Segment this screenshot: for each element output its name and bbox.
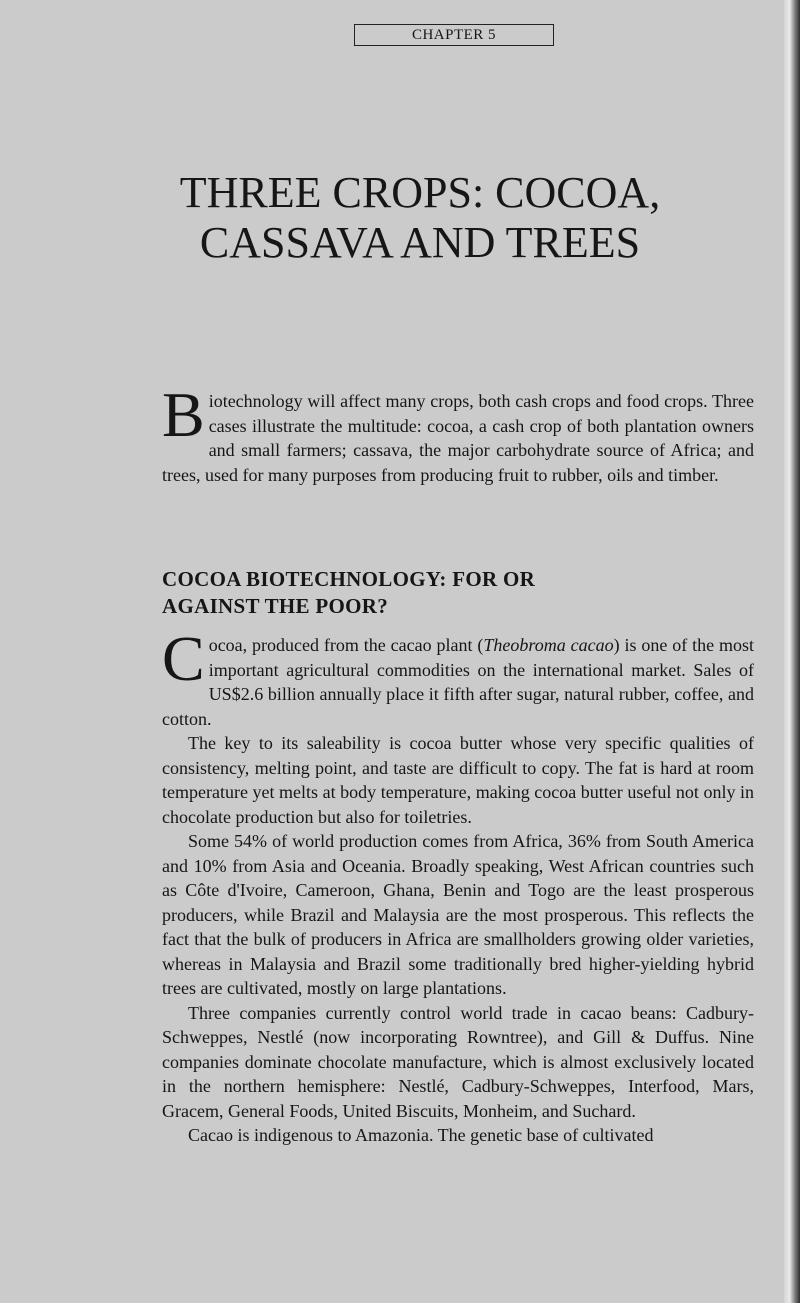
section-heading — [162, 566, 722, 620]
chapter-title-line-2: CASSAVA AND TREES — [199, 218, 641, 267]
paragraph-5: Cacao is indigenous to Amazonia. The genetic base of cultivated — [188, 1125, 654, 1145]
species-name: Theobroma cacao — [483, 635, 614, 655]
paragraph-3: Some 54% of world production comes from Africa, 36% from South America and 10% from Asia and Oceania. Broadly speaking, West African countries such as Côte d'Ivoire, Cameroon, Ghana, Benin and Togo are the least prosperous producers, while Brazil and Malaysia are the most prosperous. This reflects the fact that the bulk of producers in Africa are smallholders growing older varieties, whereas in Malaysia and Brazil some traditionally bred higher-yielding hybrid trees are cultivated, mostly on large plantations. — [162, 831, 754, 998]
chapter-title-line-1: THREE CROPS: COCOA, — [179, 168, 661, 217]
section-dropcap: C — [162, 623, 205, 694]
chapter-label: CHAPTER 5 — [354, 24, 554, 46]
paragraph-1-before: ocoa, produced from the cacao plant ( — [208, 635, 484, 655]
paragraph-1 — [162, 623, 754, 731]
book-spine-shadow — [784, 0, 800, 1303]
paragraph-4: Three companies currently control world trade in cacao beans: Cadbury-Schweppes, Nestlé (now incorporating Rowntree), and Gill & Duffus. Nine companies dominate chocolate manufacture, which is almost exclusively located in the northern hemisphere: Nestlé, Cadbury-Schweppes, Interfood, Mars, Gracem, General Foods, United Biscuits, Monheim, and Suchard. — [162, 1002, 754, 1121]
paragraph-1-after: ) is one of the most important agricultural commodities on the international market. Sales of US$2.6 billion annually place it fifth after sugar, natural rubber, coffee, and cotton. — [162, 635, 754, 729]
intro-text — [162, 379, 754, 487]
intro-dropcap: B — [162, 379, 205, 450]
cocoa-section-body — [162, 623, 754, 1148]
section-heading-line-1: COCOA BIOTECHNOLOGY: FOR OR — [162, 567, 536, 591]
section-heading-line-2: AGAINST THE POOR? — [162, 594, 389, 618]
intro-body: iotechnology will affect many crops, both cash crops and food crops. Three cases illustrate the multitude: cocoa, a cash crop of both plantation owners and small farmers; cassava, the major carbohydrate source of Africa; and trees, used for many purposes from producing fruit to rubber, oils and timber. — [162, 391, 754, 485]
intro-paragraph — [162, 379, 754, 487]
chapter-title — [130, 168, 710, 268]
paragraph-2: The key to its saleability is cocoa butter whose very specific qualities of consistency, melting point, and taste are difficult to copy. The fat is hard at room temperature yet melts at body temperature, making cocoa butter useful not only in chocolate production but also for toiletries. — [162, 733, 754, 827]
